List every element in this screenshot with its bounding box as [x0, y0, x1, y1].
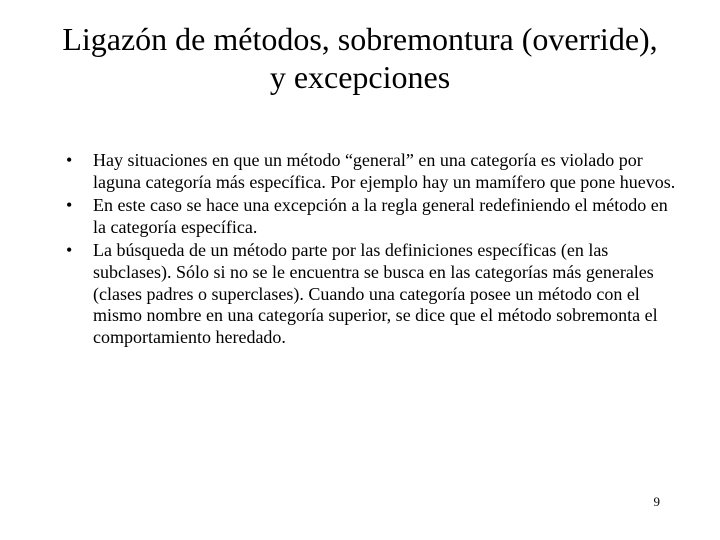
slide-title: [40, 20, 680, 96]
bullet-text: La búsqueda de un método parte por las definiciones específicas (en las subclases). Sólo si no se le encuentra se busca en las categorías más generales (clases padres o superclases). Cuando una categoría posee un método con el mismo nombre en una categoría superior, se dice que el método sobremonta el comportamiento heredado.: [93, 240, 658, 347]
slide-title-line-1: Ligazón de métodos, sobremontura (override),: [62, 21, 658, 57]
bullet-item: [66, 240, 676, 348]
bullet-item: [66, 150, 676, 193]
bullet-icon: •: [66, 150, 73, 170]
slide-number: 9: [653, 494, 660, 509]
bullet-item: [66, 195, 676, 238]
bullet-text: Hay situaciones en que un método “general” en una categoría es violado por laguna categoría más específica. Por ejemplo hay un mamífero que pone huevos.: [93, 150, 676, 192]
bullet-text: En este caso se hace una excepción a la regla general redefiniendo el método en la categoría específica.: [93, 195, 668, 237]
bullet-icon: •: [66, 195, 73, 216]
slide-title-line-2: y excepciones: [269, 59, 451, 95]
bullet-icon: •: [66, 240, 73, 261]
bullet-list: [66, 150, 676, 350]
